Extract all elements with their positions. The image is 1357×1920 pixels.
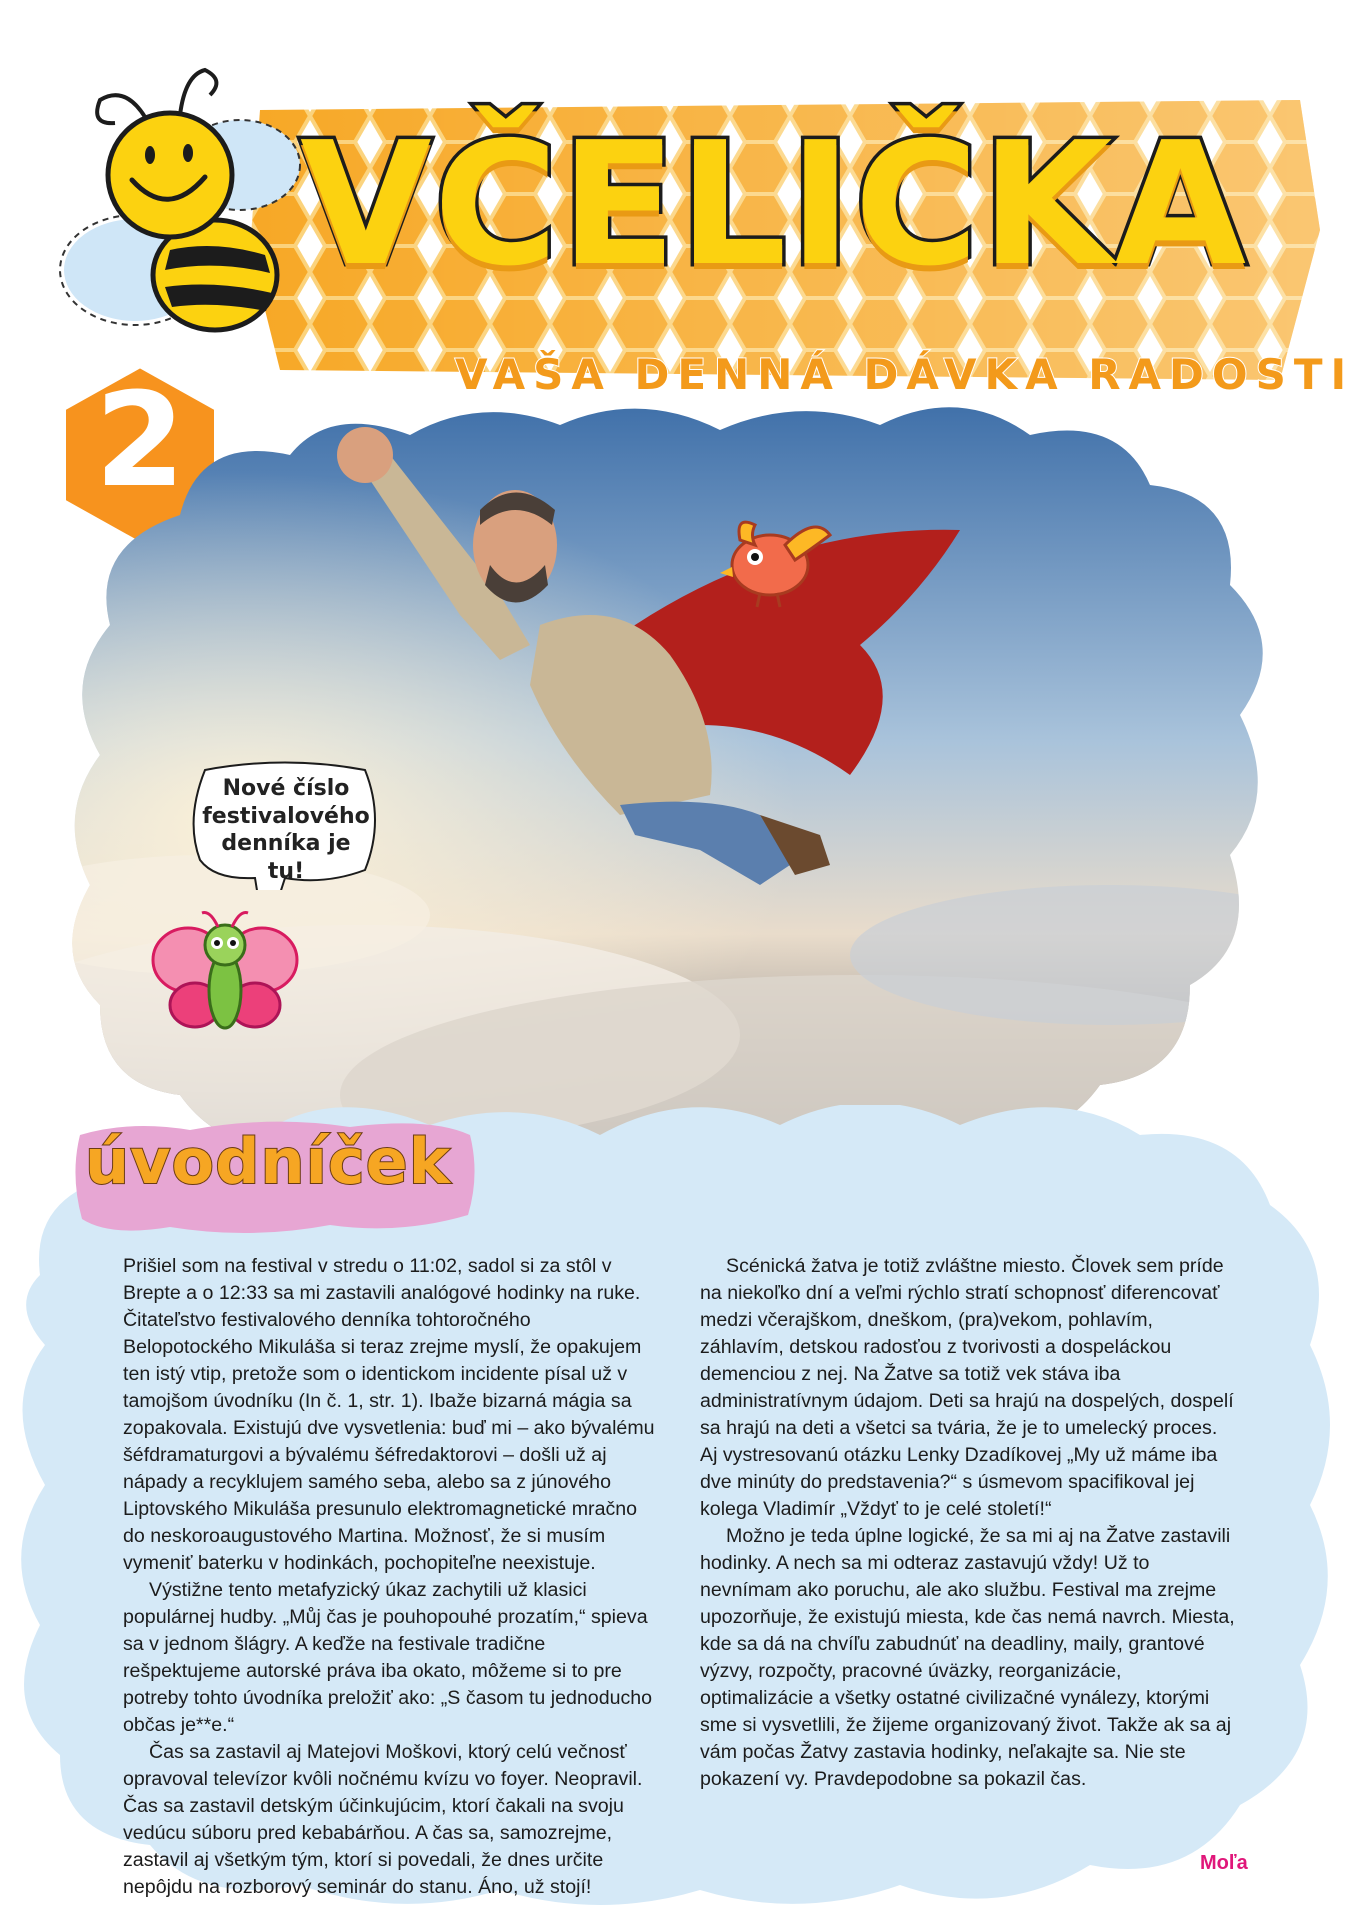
speech-line: denníka je tu!: [221, 831, 351, 884]
article-paragraph: Výstižne tento metafyzický úkaz zachytili už klasici populárnej hudby. „Můj čas je pouhopouhé prozatím,“ spieva sa v jednom šlágry. A keďže na festivale tradične rešpektujeme autorské práva iba okato, môžeme si to pre potreby tohto úvodníka preložiť ako: „S časom tu jednoducho občas je**e.“: [123, 1579, 653, 1736]
speech-line: festivalového: [202, 803, 370, 829]
article-column-left: [123, 1253, 658, 1901]
article-paragraph: Prišiel som na festival v stredu o 11:02, sadol si za stôl v Brepte a o 12:33 sa mi zastavili analógové hodinky na ruke. Čitateľstvo festivalového denníka tohtoročného Belopotockého Mikuláša si teraz zrejme myslí, že opakujem ten istý vtip, pretože som o identickom incidente písal už v tamojšom úvodníku (In č. 1, str. 1). Ibaže bizarná mágia sa zopakovala. Existujú dve vysvetlenia: buď mi – ako bývalému šéfdramaturgovi a bývalému šéfredaktorovi – došli už aj nápady a recyklujem samého seba, alebo sa z júnového Liptovského Mikuláša presunulo elektromagnetické mračno do neskoroaugustového Martina. Možnosť, že si musím vymeniť baterku v hodinkách, pochopiteľne neexistuje.: [123, 1255, 655, 1574]
article-paragraph: Scénická žatva je totiž zvláštne miesto. Človek sem príde na niekoľko dní a veľmi rýchlo stratí schopnosť diferencovať medzi včerajškom, dneškom, (pra)vekom, pohlavím, záhlavím, detskou radosťou z tvorivosti a dospeláckou demenciou z nej. Na Žatve sa totiž vek stáva iba administratívnym údajom. Deti sa hrajú na dospelých, dospelí sa hrajú na deti a všetci sa tvária, že je to umelecký proces. Aj vystresovanú otázku Lenky Dzadíkovej „My už máme iba dve minúty do predstavenia?“ s úsmevom spacifikoval jej kolega Vladimír „Vždyť to je celé století!“: [700, 1255, 1234, 1520]
section-title: úvodníček: [85, 1125, 451, 1198]
masthead-tagline: VAŠA DENNÁ DÁVKA RADOSTI: [455, 350, 1355, 399]
speech-line: Nové číslo: [222, 776, 350, 801]
article-paragraph: Možno je teda úplne logické, že sa mi aj na Žatve zastavili hodinky. A nech sa mi odteraz zastavujú vždy! Už to nevnímam ako poruchu, ale ako službu. Festival ma zrejme upozorňuje, že existujú miesta, kde čas nemá navrch. Miesta, kde sa dá na chvíľu zabudnúť na deadliny, maily, grantové výzvy, rozpočty, pracovné úväzky, reorganizácie, optimalizácie a všetky ostatné civilizačné vynálezy, ktorými sme si vysvetlili, že žijeme organizovaný život. Takže ak sa aj vám počas Žatvy zastavia hodinky, neľakajte sa. Nie ste pokazení vy. Pravdepodobne sa pokazil čas.: [700, 1525, 1235, 1790]
bee-mascot-icon: [40, 55, 340, 355]
author-signature: Moľa: [1200, 1852, 1248, 1874]
bird-mascot-icon: [715, 505, 845, 615]
masthead-title: VČELIČKA: [300, 106, 1249, 304]
article-column-right: [700, 1253, 1235, 1793]
speech-bubble-text: [200, 775, 372, 885]
issue-number: 2: [94, 364, 186, 516]
article-paragraph: Čas sa zastavil aj Matejovi Moškovi, ktorý celú večnosť opravoval televízor kvôli nočnému kvízu vo foyer. Neopravil. Čas sa zastavil detským účinkujúcim, ktorí čakali na svoju vedúcu súboru pred kebabárňou. A čas sa, samozrejme, zastavil aj všetkým tým, ktorí si povedali, že dnes určite nepôjdu na rozborový seminár do stanu. Áno, už stojí!: [123, 1741, 643, 1898]
butterfly-mascot-icon: [150, 905, 300, 1035]
